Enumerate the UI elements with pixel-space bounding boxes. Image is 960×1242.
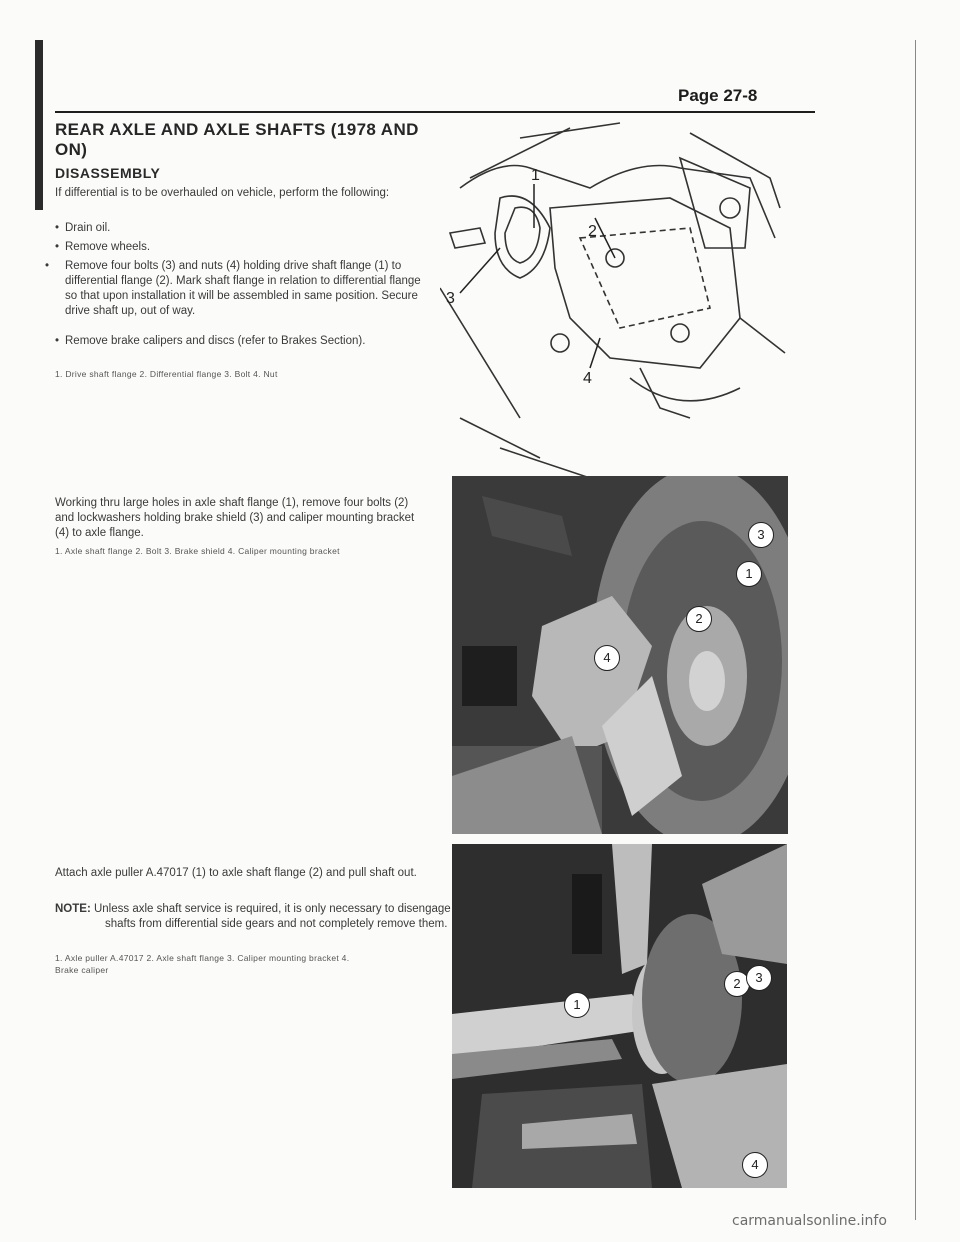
- note-text: Unless axle shaft service is required, it is only necessary to disengage shafts from differential side gears and not completely remove them.: [93, 903, 451, 930]
- photo2-callout-2: 2: [686, 606, 712, 632]
- step3-note: [55, 902, 475, 932]
- scan-edge-right: [915, 40, 916, 1220]
- photo3-callout-1: 1: [564, 992, 590, 1018]
- page-number: Page 27-8: [678, 86, 758, 105]
- photo-axle-shaft-flange: [452, 476, 788, 834]
- figure1-callout-2: 2: [588, 223, 597, 240]
- photo3-callout-4: 4: [742, 1152, 768, 1178]
- step3-legend: 1. Axle puller A.47017 2. Axle shaft flange 3. Caliper mounting bracket 4. Brake caliper: [55, 953, 350, 975]
- step-remove-calipers: • Remove brake calipers and discs (refer to Brakes Section).: [55, 335, 366, 347]
- step-remove-bolts: • Remove four bolts (3) and nuts (4) holding drive shaft flange (1) to differential flange (2). Mark shaft flange in relation to differential flange so that upon installation it will be assembled in same position. Secure drive shaft up, out of way.: [45, 260, 421, 317]
- header-rule: [55, 111, 815, 113]
- step-remove-wheels: • Remove wheels.: [55, 241, 151, 253]
- figure1-callout-1: 1: [531, 167, 540, 184]
- photo2-callout-4: 4: [594, 645, 620, 671]
- step-drain-oil: • Drain oil.: [55, 222, 111, 234]
- photo-axle-puller: [452, 844, 787, 1188]
- step3-text: Attach axle puller A.47017 (1) to axle shaft flange (2) and pull shaft out.: [55, 867, 417, 879]
- figure-drive-shaft-diagram: [440, 118, 790, 488]
- watermark: carmanualsonline.info: [732, 1213, 887, 1229]
- photo3-callout-3: 3: [746, 965, 772, 991]
- photo2-callout-1: 1: [736, 561, 762, 587]
- figure1-callout-4: 4: [583, 370, 592, 387]
- step2-text: Working thru large holes in axle shaft flange (1), remove four bolts (2) and lockwashers holding brake shield (3) and caliper mounting bracket (4) to axle flange.: [55, 497, 415, 539]
- section-title: REAR AXLE AND AXLE SHAFTS (1978 AND ON): [55, 120, 419, 159]
- photo2-callout-3: 3: [748, 522, 774, 548]
- note-label: NOTE:: [55, 903, 91, 915]
- step2-legend: 1. Axle shaft flange 2. Bolt 3. Brake shield 4. Caliper mounting bracket: [55, 546, 340, 556]
- photo3-callout-2: 2: [724, 971, 750, 997]
- figure1-legend: 1. Drive shaft flange 2. Differential flange 3. Bolt 4. Nut: [55, 369, 278, 379]
- intro-text: If differential is to be overhauled on vehicle, perform the following:: [55, 187, 390, 199]
- figure1-callout-3: 3: [446, 290, 455, 307]
- scan-edge-left: [35, 40, 43, 210]
- subhead-disassembly: DISASSEMBLY: [55, 165, 161, 181]
